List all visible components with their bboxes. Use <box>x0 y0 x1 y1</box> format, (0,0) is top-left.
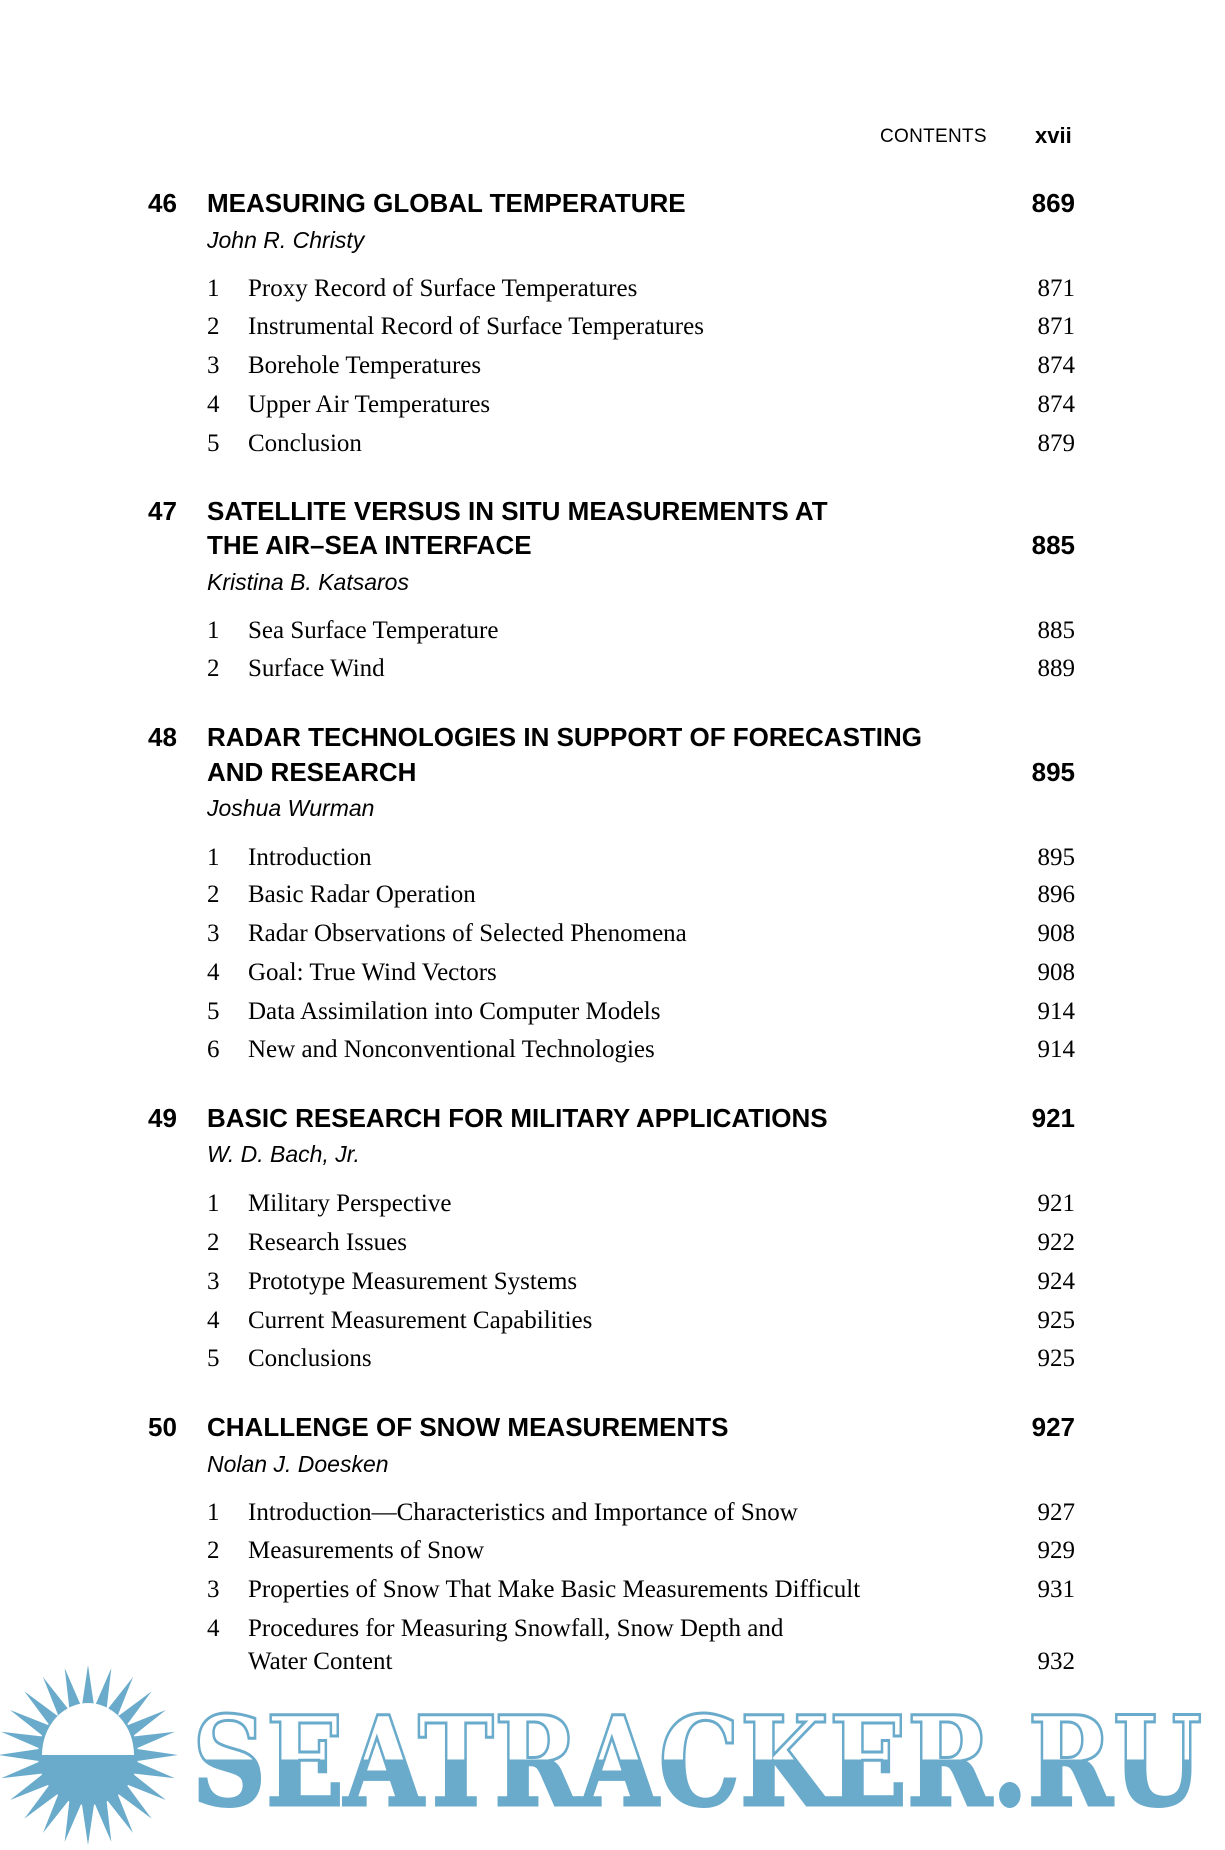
section-row <box>0 1534 1225 1568</box>
section-number: 6 <box>207 1036 220 1063</box>
chapter-author: Nolan J. Doesken <box>207 1451 389 1477</box>
section-page: 927 <box>1037 1499 1075 1526</box>
chapter-title: CHALLENGE OF SNOW MEASUREMENTS <box>207 1412 729 1442</box>
chapter-author: Joshua Wurman <box>207 795 375 821</box>
section-title: Properties of Snow That Make Basic Measurements Difficult <box>248 1576 861 1603</box>
section-page: 925 <box>1037 1345 1075 1372</box>
section-row <box>0 652 1225 686</box>
section-number: 1 <box>207 1190 220 1217</box>
chapter-heading-row <box>0 494 1225 528</box>
section-title: Instrumental Record of Surface Temperatures <box>248 313 704 340</box>
section-page: 921 <box>1037 1190 1075 1217</box>
section-title: Introduction <box>248 844 372 871</box>
section-number: 3 <box>207 1268 220 1295</box>
section-title: Sea Surface Temperature <box>248 617 499 644</box>
section-title: Upper Air Temperatures <box>248 391 491 418</box>
section-page: 871 <box>1037 275 1075 302</box>
chapter-title: AND RESEARCH <box>207 757 417 787</box>
section-page: 908 <box>1037 920 1075 947</box>
chapter-author: John R. Christy <box>207 227 365 253</box>
running-title: CONTENTS <box>880 126 987 147</box>
chapter-page: 869 <box>1031 188 1075 218</box>
chapter-page: 921 <box>1031 1103 1075 1133</box>
sun-icon <box>0 1665 178 1845</box>
author-row <box>0 791 1225 825</box>
section-page: 914 <box>1037 998 1075 1025</box>
section-page: 879 <box>1037 430 1075 457</box>
section-title: Measurements of Snow <box>248 1537 485 1564</box>
section-title: Conclusions <box>248 1345 372 1372</box>
chapter-number: 46 <box>148 188 177 218</box>
chapter-title: BASIC RESEARCH FOR MILITARY APPLICATIONS <box>207 1103 828 1133</box>
section-row <box>0 427 1225 461</box>
chapter-heading-row <box>0 1410 1225 1444</box>
section-row <box>0 1304 1225 1338</box>
section-row <box>0 310 1225 344</box>
section-number: 4 <box>207 1307 220 1334</box>
chapter-heading-row <box>0 1101 1225 1135</box>
chapter-author: W. D. Bach, Jr. <box>207 1141 360 1167</box>
section-page: 924 <box>1037 1268 1075 1295</box>
section-page: 922 <box>1037 1229 1075 1256</box>
chapter-title: THE AIR–SEA INTERFACE <box>207 530 532 560</box>
chapter-heading-row <box>0 720 1225 754</box>
section-row <box>0 388 1225 422</box>
section-row <box>0 614 1225 648</box>
section-row <box>0 1612 1225 1646</box>
section-title: Basic Radar Operation <box>248 881 476 908</box>
author-row <box>0 1137 1225 1171</box>
section-number: 5 <box>207 998 220 1025</box>
section-row <box>0 956 1225 990</box>
watermark-text: SEATRACKER.RU <box>192 1690 1202 1835</box>
seatracker-watermark-logo <box>0 1665 1225 1850</box>
section-number: 1 <box>207 275 220 302</box>
section-title: Prototype Measurement Systems <box>248 1268 578 1295</box>
author-row <box>0 1447 1225 1481</box>
section-number: 5 <box>207 430 220 457</box>
section-row <box>0 349 1225 383</box>
section-number: 4 <box>207 391 220 418</box>
chapter-title: RADAR TECHNOLOGIES IN SUPPORT OF FORECASTING <box>207 722 923 752</box>
page-number: xvii <box>1035 123 1072 148</box>
section-title: Goal: True Wind Vectors <box>248 959 497 986</box>
section-row <box>0 995 1225 1029</box>
section-number: 4 <box>207 1615 220 1642</box>
section-title: Borehole Temperatures <box>248 352 482 379</box>
chapter-author: Kristina B. Katsaros <box>207 569 409 595</box>
chapter-number: 47 <box>148 496 177 526</box>
section-number: 4 <box>207 959 220 986</box>
section-page: 874 <box>1037 352 1075 379</box>
section-page: 895 <box>1037 844 1075 871</box>
section-row <box>0 272 1225 306</box>
section-row <box>0 1265 1225 1299</box>
section-page: 925 <box>1037 1307 1075 1334</box>
section-row <box>0 841 1225 875</box>
section-row <box>0 1226 1225 1260</box>
author-row <box>0 223 1225 257</box>
section-row <box>0 878 1225 912</box>
section-title: Conclusion <box>248 430 362 457</box>
section-title: Radar Observations of Selected Phenomena <box>248 920 687 947</box>
section-number: 1 <box>207 844 220 871</box>
section-number: 1 <box>207 617 220 644</box>
section-number: 2 <box>207 313 220 340</box>
section-row <box>0 1573 1225 1607</box>
chapter-heading-row <box>0 755 1225 789</box>
section-number: 5 <box>207 1345 220 1372</box>
section-number: 2 <box>207 655 220 682</box>
section-page: 931 <box>1037 1576 1075 1603</box>
section-number: 1 <box>207 1499 220 1526</box>
chapter-page: 885 <box>1031 530 1075 560</box>
section-title: Water Content <box>248 1648 393 1675</box>
section-title: Proxy Record of Surface Temperatures <box>248 275 638 302</box>
section-title: Procedures for Measuring Snowfall, Snow Depth and <box>248 1615 784 1642</box>
section-number: 2 <box>207 1537 220 1564</box>
chapter-heading-row <box>0 186 1225 220</box>
section-page: 908 <box>1037 959 1075 986</box>
chapter-title: MEASURING GLOBAL TEMPERATURE <box>207 188 686 218</box>
author-row <box>0 565 1225 599</box>
section-row <box>0 1496 1225 1530</box>
section-title: Surface Wind <box>248 655 385 682</box>
section-page: 896 <box>1037 881 1075 908</box>
section-page: 929 <box>1037 1537 1075 1564</box>
section-number: 3 <box>207 1576 220 1603</box>
section-number: 2 <box>207 881 220 908</box>
section-page: 885 <box>1037 617 1075 644</box>
section-number: 2 <box>207 1229 220 1256</box>
section-page: 871 <box>1037 313 1075 340</box>
section-row <box>0 1033 1225 1067</box>
section-title: New and Nonconventional Technologies <box>248 1036 655 1063</box>
section-title: Research Issues <box>248 1229 407 1256</box>
chapter-heading-row <box>0 528 1225 562</box>
chapter-title: SATELLITE VERSUS IN SITU MEASUREMENTS AT <box>207 496 828 526</box>
section-title: Military Perspective <box>248 1190 452 1217</box>
section-title: Current Measurement Capabilities <box>248 1307 593 1334</box>
section-number: 3 <box>207 920 220 947</box>
section-title: Introduction—Characteristics and Importance of Snow <box>248 1499 798 1526</box>
chapter-number: 50 <box>148 1412 177 1442</box>
section-row <box>0 1187 1225 1221</box>
section-page: 874 <box>1037 391 1075 418</box>
section-page: 914 <box>1037 1036 1075 1063</box>
section-number: 3 <box>207 352 220 379</box>
chapter-page: 927 <box>1031 1412 1075 1442</box>
chapter-page: 895 <box>1031 757 1075 787</box>
section-row <box>0 917 1225 951</box>
section-page: 932 <box>1037 1648 1075 1675</box>
section-row <box>0 1342 1225 1376</box>
chapter-number: 48 <box>148 722 177 752</box>
chapter-number: 49 <box>148 1103 177 1133</box>
section-title: Data Assimilation into Computer Models <box>248 998 661 1025</box>
section-page: 889 <box>1037 655 1075 682</box>
